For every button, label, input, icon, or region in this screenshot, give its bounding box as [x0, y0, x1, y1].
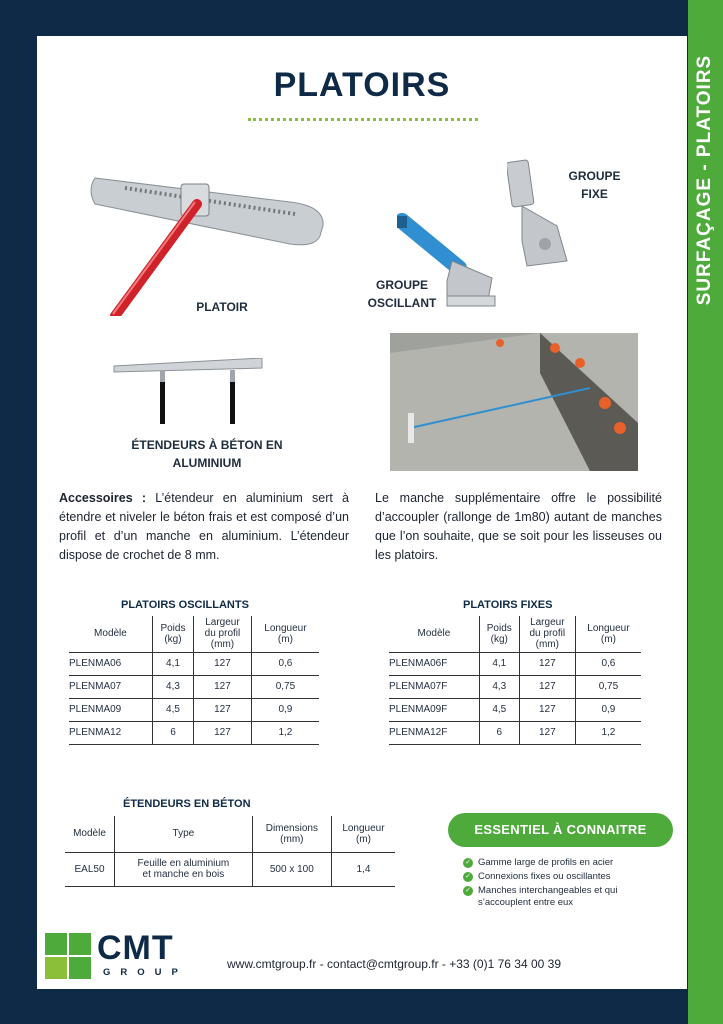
- table-cell: 4,3: [152, 675, 193, 698]
- table-cell: 0,9: [575, 698, 641, 721]
- table-cell: PLENMA06F: [389, 652, 479, 675]
- side-title: SURFAÇAGE - PLATOIRS: [694, 54, 716, 306]
- footer-contact: www.cmtgroup.fr - contact@cmtgroup.fr - +33 (0)1 76 34 00 39: [227, 957, 561, 971]
- table-row: [69, 675, 319, 698]
- platoirs-oscillants-table: [69, 616, 319, 745]
- table-cell: 4,5: [152, 698, 193, 721]
- table-cell: 1,2: [575, 721, 641, 744]
- table-header-cell: Poids (kg): [479, 616, 519, 652]
- table-row: [389, 698, 641, 721]
- table-cell: PLENMA06: [69, 652, 152, 675]
- accessoires-paragraph: Accessoires : L’étendeur en aluminium sert à étendre et niveler le béton frais et est composé d’un profil et d’un manche en aluminium. L’étendeur dispose de crochet de 8 mm.: [59, 491, 349, 562]
- table-cell: 0,6: [575, 652, 641, 675]
- manche-paragraph: Le manche supplémentaire offre le possibilité d’accoupler (rallonge de 1m80) autant de manches que l’on souhaite, que se soit pour les lisseuses ou les platoirs.: [375, 491, 662, 562]
- table-cell: 6: [152, 721, 193, 744]
- table-cell: 0,75: [251, 675, 319, 698]
- table-cell: 4,1: [479, 652, 519, 675]
- essentiel-item-text: Manches interchangeables et qui s’accouplent entre eux: [478, 885, 618, 908]
- table-row: [65, 852, 395, 886]
- table-cell: 127: [194, 721, 252, 744]
- table-cell: 127: [194, 652, 252, 675]
- check-icon: ✓: [463, 886, 473, 896]
- table-row: [389, 721, 641, 744]
- title-underline: [248, 118, 478, 121]
- essentiel-item: [463, 871, 663, 883]
- essentiel-item-text: Connexions fixes ou oscillantes: [478, 871, 611, 882]
- table-header-cell: Longueur (m): [251, 616, 319, 652]
- table-header-cell: Modèle: [69, 616, 152, 652]
- essentiel-badge: ESSENTIEL À CONNAITRE: [448, 813, 673, 847]
- table-cell: PLENMA12F: [389, 721, 479, 744]
- label-groupe-fixe: GROUPE FIXE: [568, 169, 621, 201]
- page-title: PLATOIRS: [273, 66, 451, 104]
- essentiel-list: [463, 857, 663, 911]
- table-row: [69, 652, 319, 675]
- chantier-photo: [390, 333, 638, 471]
- table-header-row: [65, 816, 395, 852]
- table-cell: 6: [479, 721, 519, 744]
- label-etendeurs: ÉTENDEURS À BÉTON EN ALUMINIUM: [131, 438, 283, 470]
- etendeurs-image: [112, 358, 267, 428]
- table-cell: 127: [194, 698, 252, 721]
- table-cell: PLENMA09: [69, 698, 152, 721]
- table-cell: EAL50: [65, 852, 115, 886]
- table-cell: PLENMA12: [69, 721, 152, 744]
- label-groupe-oscillant: GROUPE OSCILLANT: [367, 278, 437, 310]
- etendeurs-beton-title: ÉTENDEURS EN BÉTON: [123, 798, 251, 810]
- table-cell: PLENMA07: [69, 675, 152, 698]
- table-row: [69, 721, 319, 744]
- table-cell: 127: [519, 652, 575, 675]
- table-header-row: [69, 616, 319, 652]
- table-cell: PLENMA07F: [389, 675, 479, 698]
- table-header-cell: Dimensions (mm): [252, 816, 331, 852]
- table-header-cell: Largeur du profil (mm): [519, 616, 575, 652]
- table-cell: PLENMA09F: [389, 698, 479, 721]
- check-icon: ✓: [463, 872, 473, 882]
- table-header-cell: Type: [115, 816, 253, 852]
- table-cell: 127: [519, 721, 575, 744]
- table-cell: 127: [519, 698, 575, 721]
- check-icon: ✓: [463, 858, 473, 868]
- essentiel-item: [463, 857, 663, 869]
- table-cell: Feuille en aluminium et manche en bois: [115, 852, 253, 886]
- platoirs-oscillants-title: PLATOIRS OSCILLANTS: [121, 599, 249, 611]
- table-cell: 4,3: [479, 675, 519, 698]
- table-row: [389, 652, 641, 675]
- table-cell: 1,2: [251, 721, 319, 744]
- table-cell: 0,9: [251, 698, 319, 721]
- table-cell: 0,75: [575, 675, 641, 698]
- table-cell: 500 x 100: [252, 852, 331, 886]
- table-header-cell: Longueur (m): [575, 616, 641, 652]
- table-header-cell: Modèle: [389, 616, 479, 652]
- table-header-cell: Modèle: [65, 816, 115, 852]
- cmt-logo: CMT GROUP: [45, 933, 205, 981]
- table-row: [69, 698, 319, 721]
- table-cell: 4,5: [479, 698, 519, 721]
- table-header-cell: Longueur (m): [331, 816, 395, 852]
- table-header-cell: Poids (kg): [152, 616, 193, 652]
- essentiel-item: [463, 885, 663, 909]
- table-cell: 0,6: [251, 652, 319, 675]
- table-cell: 127: [519, 675, 575, 698]
- etendeurs-beton-table: [65, 816, 395, 887]
- label-platoir: PLATOIR: [196, 300, 248, 314]
- platoirs-fixes-table: [389, 616, 641, 745]
- essentiel-item-text: Gamme large de profils en acier: [478, 857, 614, 868]
- table-row: [389, 675, 641, 698]
- platoirs-fixes-title: PLATOIRS FIXES: [463, 599, 553, 611]
- platoir-image: [85, 164, 335, 316]
- table-cell: 127: [194, 675, 252, 698]
- table-header-cell: Largeur du profil (mm): [194, 616, 252, 652]
- table-cell: 4,1: [152, 652, 193, 675]
- page-sheet: [37, 36, 687, 989]
- table-header-row: [389, 616, 641, 652]
- table-cell: 1,4: [331, 852, 395, 886]
